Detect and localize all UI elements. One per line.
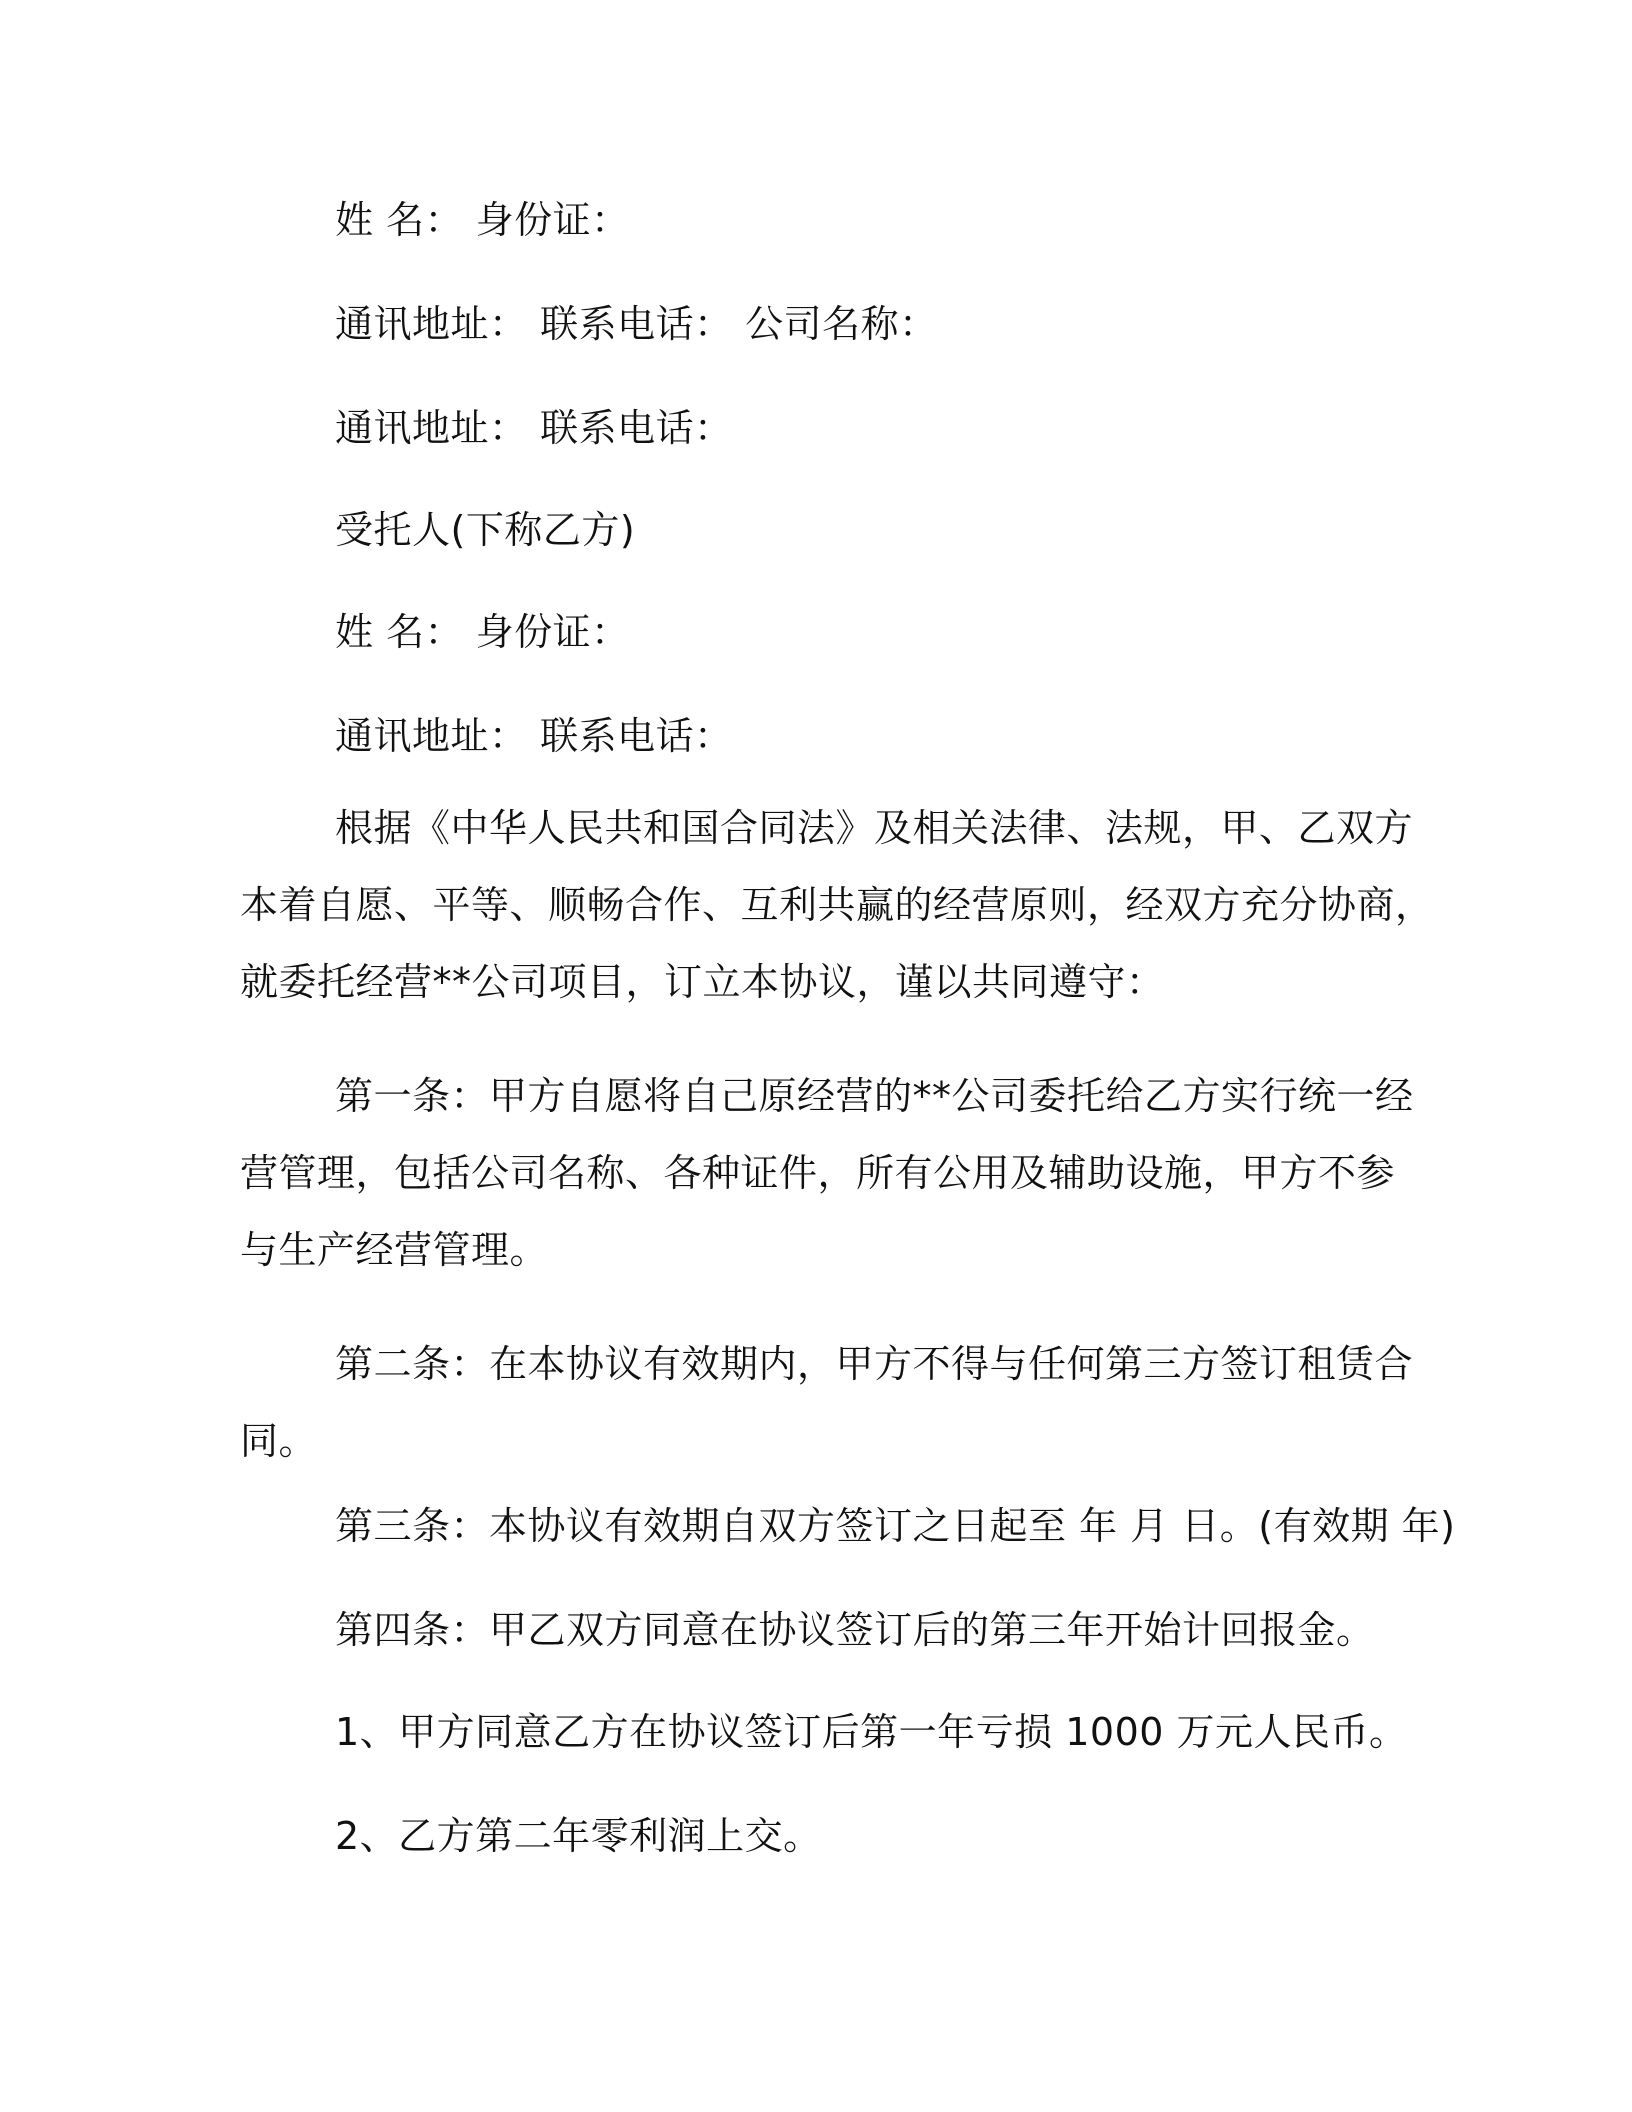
party-b-address-phone-line: 通讯地址： 联系电话： (335, 714, 733, 758)
article-4-item-2: 2、乙方第二年零利润上交。 (335, 1814, 822, 1858)
party-b-name-id-line: 姓 名： 身份证： (335, 610, 630, 654)
article-1-line: 第一条：甲方自愿将自己原经营的**公司委托给乙方实行统一经 (335, 1074, 1414, 1118)
trustee-heading: 受托人(下称乙方) (335, 508, 636, 552)
article-3-line: 第三条：本协议有效期自双方签订之日起至 年 月 日。(有效期 年) (335, 1504, 1456, 1548)
preamble-line: 本着自愿、平等、顺畅合作、互利共赢的经营原则，经双方充分协商， (240, 883, 1434, 927)
preamble-paragraph (240, 790, 1434, 1021)
article-4-item-1: 1、甲方同意乙方在协议签订后第一年亏损 1000 万元人民币。 (335, 1710, 1408, 1754)
article-2-line: 同。 (240, 1419, 318, 1463)
party-a-name-id-line: 姓 名： 身份证： (335, 198, 630, 242)
article-1-line: 营管理，包括公司名称、各种证件，所有公用及辅助设施，甲方不参 (240, 1151, 1396, 1195)
article-1-line: 与生产经营管理。 (240, 1228, 549, 1272)
article-4-line: 第四条：甲乙双方同意在协议签订后的第三年开始计回报金。 (335, 1608, 1375, 1652)
article-2-line: 第二条：在本协议有效期内，甲方不得与任何第三方签订租赁合 (335, 1342, 1414, 1386)
party-a-address-phone-company-line: 通讯地址： 联系电话： 公司名称： (335, 302, 938, 346)
article-1-paragraph (240, 1058, 1414, 1289)
article-2-paragraph (240, 1326, 1413, 1480)
company-address-phone-line: 通讯地址： 联系电话： (335, 406, 733, 450)
preamble-line: 根据《中华人民共和国合同法》及相关法律、法规，甲、乙双方 (335, 806, 1414, 850)
preamble-line: 就委托经营**公司项目，订立本协议，谨以共同遵守： (240, 960, 1165, 1004)
